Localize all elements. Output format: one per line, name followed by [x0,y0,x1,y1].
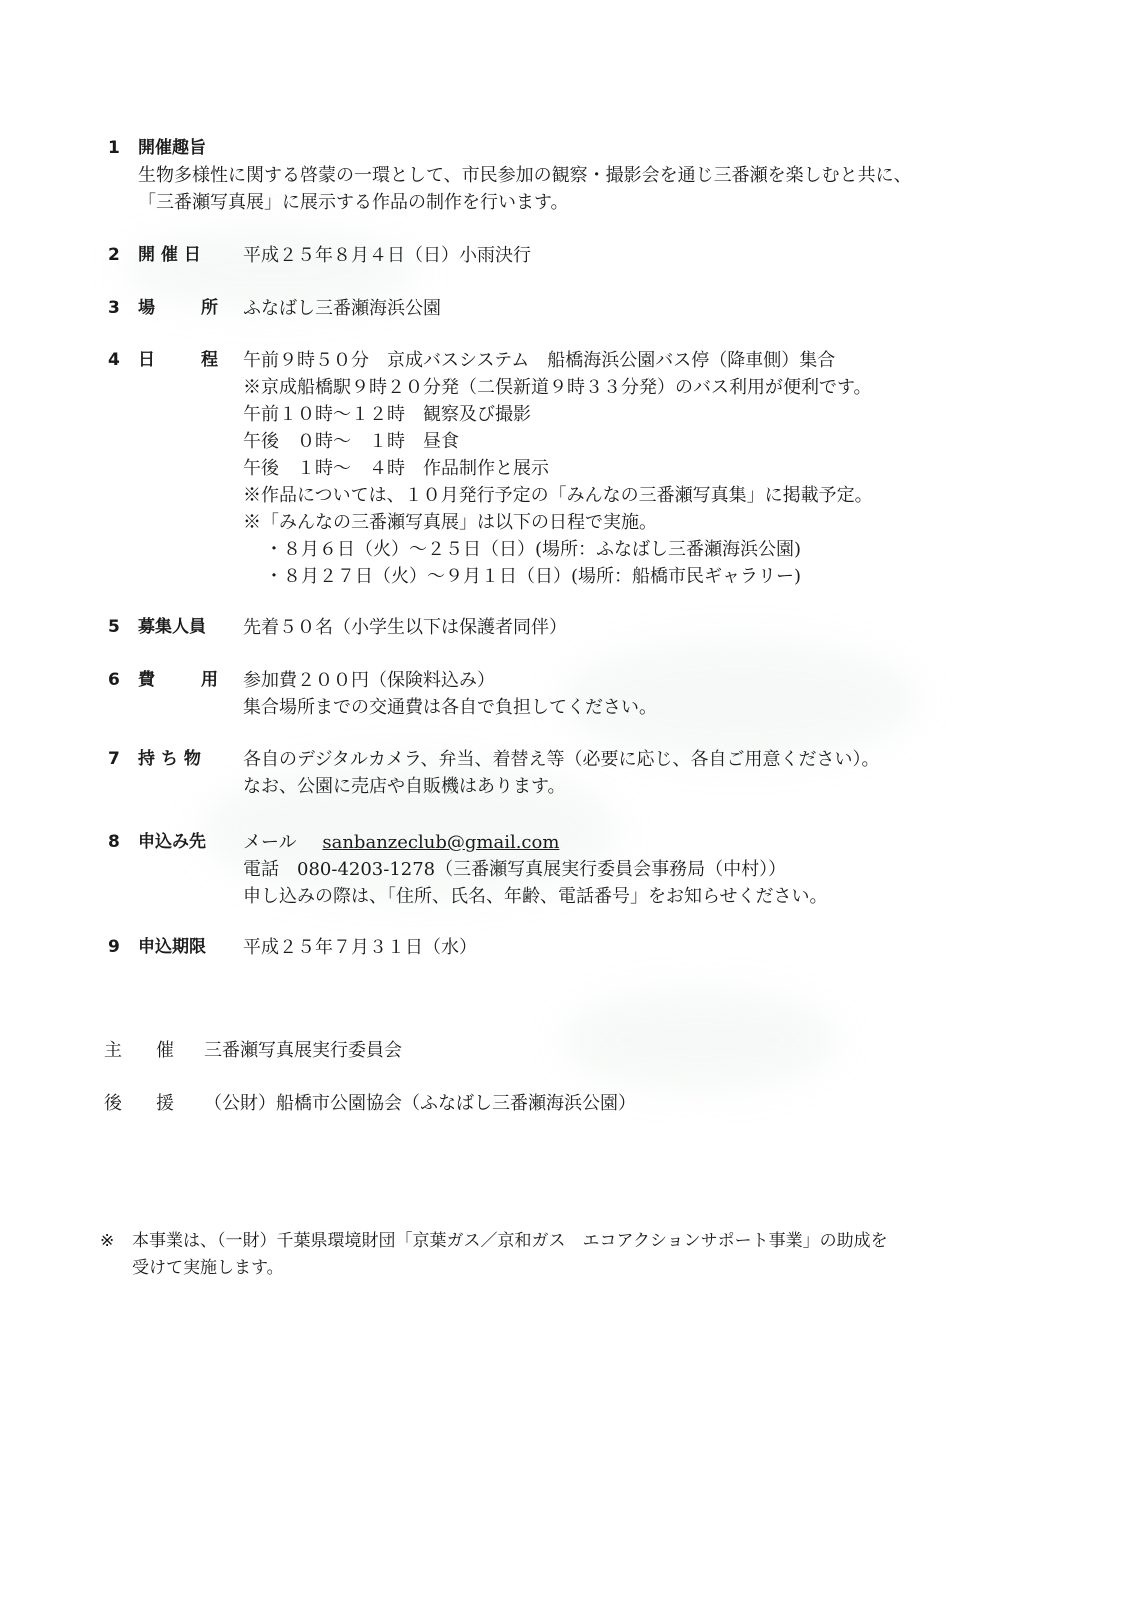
grant-note [100,1228,1040,1282]
date-value: 平成２５年８月４日（日）小雨決行 [243,245,531,266]
organizer-name: 三番瀬写真展実行委員会 [204,1040,402,1061]
schedule-line: 午後 １時～ ４時 作品制作と展示 [243,458,549,479]
section-number: 2 [108,245,120,265]
fee-line: 参加費２００円（保険料込み） [243,670,495,691]
schedule-line: 午前１０時～１２時 観察及び撮影 [243,404,531,425]
note-mark: ※ [100,1231,115,1251]
section-label: 持 ち 物 [138,749,201,769]
section-label-char: 費 [138,670,155,690]
purpose-line: 「三番瀬写真展」に展示する作品の制作を行います。 [138,192,569,213]
email-link[interactable]: sanbanzeclub@gmail.com [322,832,560,853]
deadline-value: 平成２５年７月３１日（水） [243,937,477,958]
section-number: 5 [108,617,120,637]
section-number: 1 [108,138,120,158]
section-number: 4 [108,350,120,370]
mail-label: メール [243,832,297,853]
section-label: 開催趣旨 [138,138,206,158]
supporter-label-char: 援 [156,1093,174,1114]
section-belongings [108,746,1068,800]
application-line: 電話 080-4203-1278（三番瀬写真展実行委員会事務局（中村）） [243,859,787,880]
section-label: 募集人員 [138,617,206,637]
schedule-line: ・８月６日（火）～２５日（日）(場所：ふなばし三番瀬海浜公園) [265,539,802,560]
section-label-char: 程 [201,350,218,370]
section-purpose [108,135,1068,216]
schedule-line: ※京成船橋駅９時２０分発（二俣新道９時３３分発）のバス利用が便利です。 [243,377,872,398]
section-label: 申込期限 [138,937,206,957]
supporter-label-char: 後 [104,1093,122,1114]
purpose-line: 生物多様性に関する啓蒙の一環として、市民参加の観察・撮影会を通じ三番瀬を楽しむと共に、 [138,165,912,186]
schedule-line: ・８月２７日（火）～９月１日（日）(場所：船橋市民ギャラリー) [265,566,802,587]
schedule-line: 午後 ０時～ １時 昼食 [243,431,459,452]
section-application [108,829,1068,910]
organizer-row [104,1037,402,1064]
section-deadline [108,934,1068,961]
section-label: 申込み先 [138,832,206,852]
note-line: 受けて実施します。 [132,1258,284,1278]
organizer-label-char: 主 [104,1040,122,1061]
section-label-char: 場 [138,298,155,318]
belongings-line: 各自のデジタルカメラ、弁当、着替え等（必要に応じ、各自ご用意ください）。 [243,749,880,770]
organizer-label-char: 催 [156,1040,174,1061]
schedule-line: ※「みんなの三番瀬写真展」は以下の日程で実施。 [243,512,657,533]
scan-smudge [560,990,840,1090]
section-number: 6 [108,670,120,690]
section-number: 9 [108,937,120,957]
section-label-char: 用 [201,670,218,690]
supporter-name: （公財）船橋市公園協会（ふなばし三番瀬海浜公園） [204,1093,636,1114]
section-fee [108,667,1068,721]
capacity-value: 先着５０名（小学生以下は保護者同伴） [243,617,567,638]
section-place [108,295,1068,322]
schedule-line: ※作品については、１０月発行予定の「みんなの三番瀬写真集」に掲載予定。 [243,485,873,506]
schedule-line: 午前９時５０分 京成バスシステム 船橋海浜公園バス停（降車側）集合 [243,350,836,371]
section-schedule [108,347,1068,590]
section-label: 開 催 日 [138,245,201,265]
section-number: 8 [108,832,120,852]
place-value: ふなばし三番瀬海浜公園 [243,298,441,319]
section-label-char: 所 [201,298,218,318]
section-capacity [108,614,1068,641]
section-number: 7 [108,749,120,769]
note-line: 本事業は、（一財）千葉県環境財団「京葉ガス／京和ガス エコアクションサポート事業」の助成を [132,1231,888,1251]
belongings-line: なお、公園に売店や自販機はあります。 [243,776,566,797]
section-date [108,242,1068,269]
application-line: 申し込みの際は、「住所、氏名、年齢、電話番号」をお知らせください。 [243,886,828,907]
section-label-char: 日 [138,350,155,370]
supporter-row [104,1090,636,1117]
fee-line: 集合場所までの交通費は各自で負担してください。 [243,697,657,718]
section-number: 3 [108,298,120,318]
